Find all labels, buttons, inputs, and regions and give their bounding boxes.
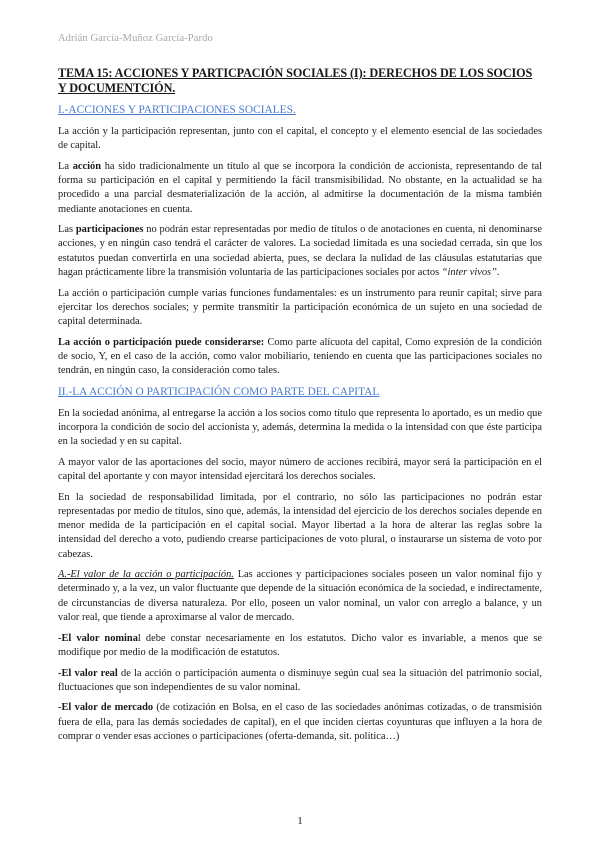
text-run: . (496, 266, 500, 278)
subsection-heading: A.-El valor de la acción o participación. (58, 569, 234, 581)
italic-term: “inter vivos” (441, 266, 497, 278)
paragraph: La acción o participación cumple varias funciones fundamentales: es un instrumento para reunir capital; sirve para ejercitar los derechos sociales; y permite transmitir la participación económica de un sujeto en una sociedad de capital determinada. (58, 287, 542, 327)
text-run: ha sido tradicionalmente un título al que se incorpora la condición de accionista, representando de tal forma su participación en el capital y permitiendo la fácil transmisibilidad. No obstante, en la actualidad se ha procedido a una parcial desmaterialización de la acción, al admitirse la documentación de la misma también mediante anotaciones en cuenta. (58, 160, 542, 215)
page-number: 1 (297, 815, 303, 827)
bold-term: La acción o participación puede considerarse: (58, 336, 265, 348)
text-run: de la acción o participación aumenta o disminuye según cual sea la situación del patrimonio social, fluctuaciones que son independientes de su valor nominal. (58, 667, 542, 693)
bold-term: -El valor real (58, 667, 118, 679)
text-run: (de cotización en Bolsa, en el caso de las sociedades anónimas cotizadas, o de transmisión fuera de ella, para las demás sociedades de capital), en el que inciden ciertas coyunturas que influyen a la hora de comprar o vender esas acciones o participaciones (oferta-demanda, sit. política…) (58, 702, 542, 742)
bold-term: participaciones (75, 224, 144, 236)
paragraph (58, 336, 542, 379)
paragraph: En la sociedad anónima, al entregarse la acción a los socios como título que representa lo aportado, es un medio que incorpora la condición de socio del accionista y, además, determina la medida o la intensidad con que éste participa en la sociedad y en su capital. (58, 407, 542, 448)
paragraph (58, 701, 542, 744)
bold-term: -El valor de mercado (58, 702, 154, 714)
paragraph (58, 160, 542, 217)
running-header: Adrián García-Muñoz García-Pardo (58, 33, 213, 44)
text-run: Como parte alícuota del capital, Como expresión de la condición de socio, Y, en el caso de la acción, como valor mobiliario, teniendo en cuenta que las participaciones sociales no tendrán, en ningún caso, la consideración como tales. (58, 336, 542, 377)
paragraph: En la sociedad de responsabilidad limitada, por el contrario, no sólo las participaciones no podrán estar representadas por medio de títulos, sino que, además, la intensidad del ejercicio de los derechos sociales depende en menor medida de la participación en el capital social. Mayor libertad a la hora de alterar las reglas sobre la intensidad del derecho a voto, pudiendo crearse participaciones de voto plural, o instaurarse un sistema de voto por cabezas. (58, 491, 542, 560)
paragraph (58, 632, 542, 660)
paragraph: La acción y la participación representan, junto con el capital, el concepto y el elemento esencial de las sociedades de capital. (58, 126, 542, 152)
text-run: Las (58, 224, 76, 236)
text-run: Las acciones y participaciones sociales poseen un valor nominal fijo y determinado y, a la vez, un valor fluctuante que depende de la situación económica de la sociedad, e indirectamente, de circunstancias de diversa naturaleza. Por ello, poseen un valor nominal, un valor con arreglo a balance, y un valor real, que tiende a aproximarse al valor de mercado. (58, 569, 542, 623)
paragraph: A mayor valor de las aportaciones del socio, mayor número de acciones recibirá, mayor será la participación en el capital del aportante y con mayor intensidad ejercitará los derechos sociales. (58, 456, 542, 483)
paragraph (58, 667, 542, 695)
text-run: l debe constar necesariamente en los estatutos. Dicho valor es invariable, a menos que se modifique por medio de la modificación de estatutos. (58, 632, 542, 658)
paragraph (58, 223, 542, 280)
paragraph (58, 568, 542, 625)
text-run: La (58, 160, 73, 172)
bold-term: -El valor nomina (58, 632, 138, 644)
section-heading-1: I.-ACCIONES Y PARTICIPACIONES SOCIALES. (58, 104, 296, 116)
document-body (58, 66, 542, 751)
text-run: no podrán estar representadas por medio de títulos o de anotaciones en cuenta, ni denominarse acciones, y en ningún caso tendrá el carácter de valores. La sociedad limitada es una sociedad cerrada, sin que los estatutos puedan convertirla en una sociedad abierta, pues, se declara la nulidad de las cláusulas estatutarias que hagan prácticamente libre la transmisión voluntaria de las participaciones sociales por actos (58, 224, 542, 278)
document-title: TEMA 15: ACCIONES Y PARTICPACIÓN SOCIALES (I): DERECHOS DE LOS SOCIOS Y DOCUMENTCIÓN. (58, 66, 533, 95)
bold-term: acción (72, 160, 101, 172)
section-heading-2: II.-LA ACCIÓN O PARTICIPACIÓN COMO PARTE DEL CAPITAL (58, 385, 380, 398)
